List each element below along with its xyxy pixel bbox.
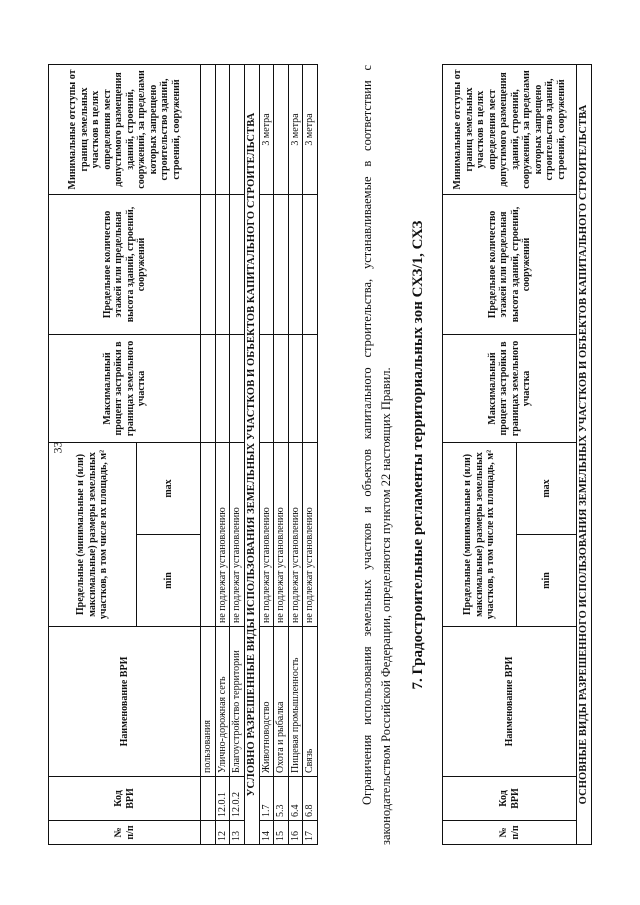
paragraph-text: Ограничения использования земельных участков и объектов капитального строительства, устанавливаемые в соответствии с законодательством Российской Федерации, определяются пунктом 22 настоящих Правил. [360,65,394,845]
header-size-group: Предельные (минимальные и (или) максимальные) размеры земельных участков, в том числе их площадь, м² [443,442,517,626]
header-min: min [517,535,577,627]
header-name: Наименование ВРИ [49,627,201,777]
header-setback: Минимальные отступы от границ земельных участков в целях определения мест допустимого размещения зданий, строений, сооружений, за пределами которых запрещено строительство зданий, строений, сооружений [443,64,577,194]
table1-header-row [49,64,137,844]
header-num: № п/п [49,821,201,845]
header-floors: Предельное количество этажей или предельная высота зданий, строений, сооружений [443,194,577,334]
header-size-group [49,442,137,626]
header-max: max [137,442,201,534]
section-row-main: ОСНОВНЫЕ ВИДЫ РАЗРЕШЕННОГО ИСПОЛЬЗОВАНИЯ ЗЕМЕЛЬНЫХ УЧАСТКОВ И ОБЪЕКТОВ КАПИТАЛЬНОГО СТРОИТЕЛЬСТВА [577,64,592,844]
table-row: 16 6.4 Пищевая промышленность не подлежат установлению 3 метра [288,64,303,844]
table-row: 17 6.8 Связь не подлежат установлению 3 метра [303,64,318,844]
page-number: 33 [50,441,65,454]
restrictions-paragraph [358,65,397,845]
table-row: 14 1.7 Животноводство не подлежат установлению 3 метра [259,64,274,844]
header-percent: Максимальный процент застройки в границах земельного участка [49,334,201,442]
table-row [201,64,216,844]
rotated-content [40,65,600,845]
header-setback: Минимальные отступы от границ земельных участков в целях определения мест допустимого размещения зданий, строений, сооружений, за пределами которых запрещено строительство зданий, строений, сооружений [49,64,201,194]
header-max: max [517,442,577,534]
regulations-table-1 [48,64,318,845]
header-floors: Предельное количество этажей или предельная высота зданий, строений, сооружений [49,194,201,334]
section-heading: 7. Градостроительные регламенты территориальных зон СХЗ/1, СХЗ [410,220,426,690]
table2-header-row [443,64,517,844]
table-row: 15 5.3 Охота и рыбалка не подлежат установлению [274,64,289,844]
header-num: № п/п [443,821,577,845]
header-name: Наименование ВРИ [443,627,577,777]
header-code: Код ВРИ [49,777,201,821]
header-size-text: Предельные (минимальные и (или) максимальные) размеры земельных участков, в том числе их площадь, м² [75,449,110,620]
continuation-cell: пользования [201,627,216,777]
table-row: 13 12.0.2 Благоустройство территории не подлежат установлению [230,64,245,844]
section-row-conditional: УСЛОВНО РАЗРЕШЕННЫЕ ВИДЫ ИСПОЛЬЗОВАНИЯ ЗЕМЕЛЬНЫХ УЧАСТКОВ И ОБЪЕКТОВ КАПИТАЛЬНОГО СТРОИТЕЛЬСТВА [244,64,259,844]
header-code: Код ВРИ [443,777,577,821]
header-min: min [137,535,201,627]
header-percent: Максимальный процент застройки в границах земельного участка [443,334,577,442]
regulations-table-2 [442,64,592,845]
table-row: 12 12.0.1 Улично-дорожная сеть не подлежат установлению [215,64,230,844]
